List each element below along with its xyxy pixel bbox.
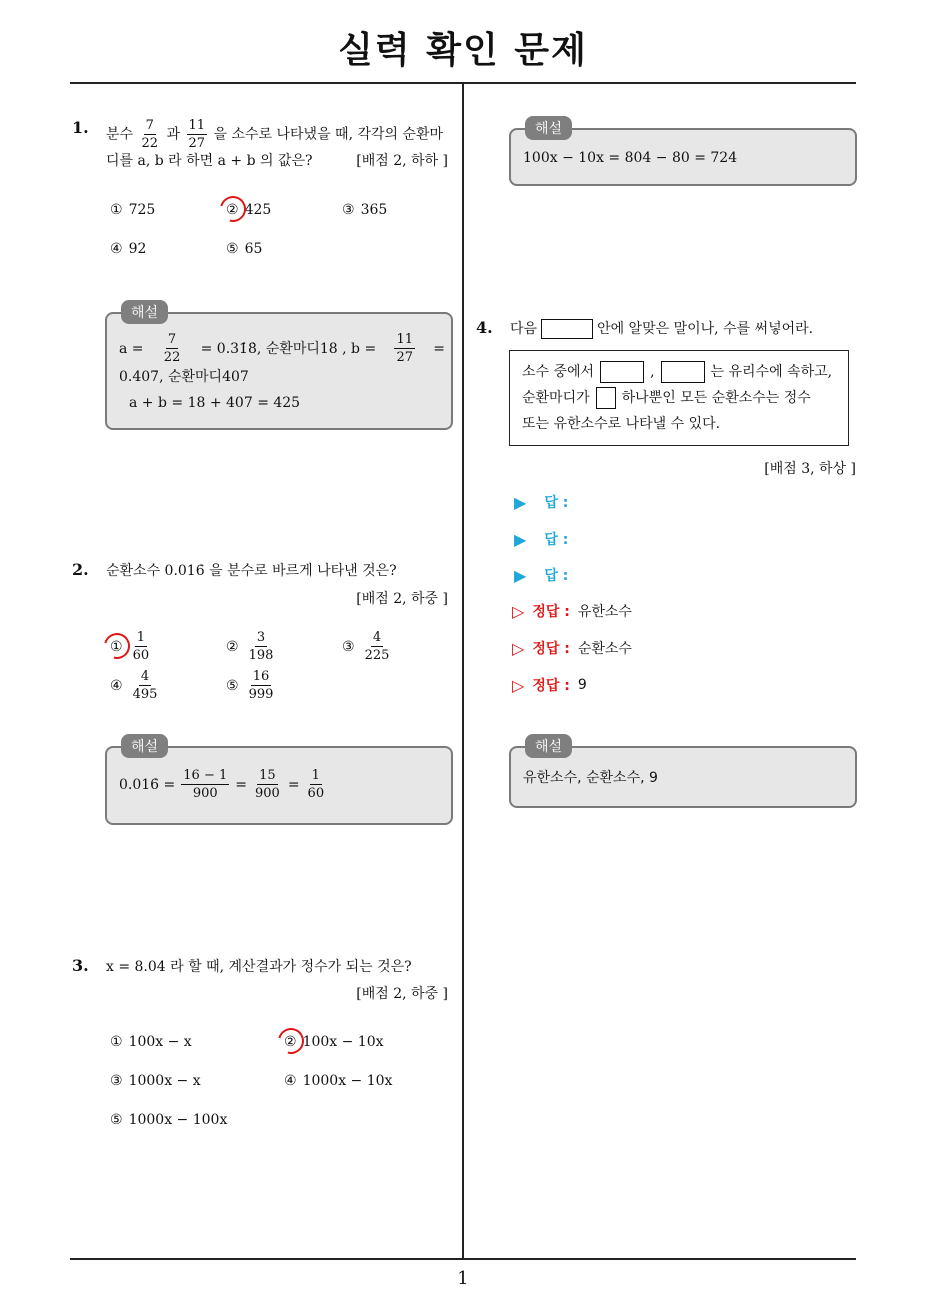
statement-line3: 또는 유한소수로 나타낼 수 있다. — [522, 416, 721, 432]
blank-box — [541, 319, 593, 339]
blank-box[interactable] — [661, 361, 705, 383]
score-meta: [배점 2, 하중 ] — [356, 591, 448, 607]
solution-line2: 0.4̇07̇, 순환마디407 — [119, 369, 249, 385]
solution-box — [509, 121, 857, 186]
choice-5[interactable]: ⑤ 1000x − 100x — [110, 1112, 228, 1128]
blank-box[interactable] — [600, 361, 644, 383]
correct-answer-3: ▷ 정답 : 9 — [512, 675, 587, 695]
solution-line1: 100x − 10x = 804 − 80 = 724 — [523, 150, 738, 166]
score-meta: [배점 2, 하중 ] — [356, 986, 448, 1002]
fraction: $\frac{11}{27}$ — [188, 118, 206, 151]
answer-row-1[interactable]: ▶ 답 : — [514, 492, 569, 512]
choice-2[interactable]: ② $\frac{3}{198}$ — [226, 630, 274, 663]
column-divider — [462, 83, 464, 1258]
page-title: 실력 확인 문제 — [338, 30, 588, 71]
score-meta: [배점 2, 하하 ] — [356, 153, 448, 169]
choice-4[interactable]: ④ $\frac{4}{495}$ — [110, 669, 158, 702]
blank-box[interactable] — [596, 387, 616, 409]
answer-circle-mark — [215, 191, 251, 227]
choice-4[interactable]: ④ 92 — [110, 241, 147, 257]
question-text-line2: 디를 a, b 라 하면 a + b 의 값은? — [106, 153, 313, 169]
question-text: 분수 $\frac{7}{22}$ 과 $\frac{11}{27}$ 을 소수로 나타냈을 때, 각각의 순환마 — [106, 118, 444, 151]
choice-4[interactable]: ④ 1000x − 10x — [284, 1073, 393, 1089]
solution-line1: a = $\frac{7}{22}$ = 0.31̇8̇, 순환마디18 , b = $\frac{11}{27}$ = — [119, 332, 445, 365]
answer-circle-mark — [99, 628, 135, 664]
correct-answer-2: ▷ 정답 : 순환소수 — [512, 638, 632, 658]
score-meta: [배점 3, 하상 ] — [764, 461, 856, 477]
question-text: 순환소수 0.016̇ 을 분수로 바르게 나타낸 것은? — [106, 563, 397, 579]
choice-5[interactable]: ⑤ 65 — [226, 241, 263, 257]
choice-1[interactable]: ① $\frac{1}{60}$ — [110, 630, 153, 663]
footer-rule — [70, 1258, 856, 1260]
choice-1[interactable]: ① 725 — [110, 202, 156, 218]
statement-line1: 소수 중에서 , 는 유리수에 속하고, — [522, 359, 836, 385]
solution-box — [509, 739, 857, 808]
correct-answer-1: ▷ 정답 : 유한소수 — [512, 601, 632, 621]
answer-row-3[interactable]: ▶ 답 : — [514, 565, 569, 585]
solution-box — [105, 305, 453, 430]
choice-2[interactable]: ② 425 — [226, 202, 271, 218]
solution-line1: 유한소수, 순환소수, 9 — [523, 770, 658, 786]
solution-tag: 해설 — [525, 116, 572, 140]
statement-box — [509, 350, 849, 446]
choice-3[interactable]: ③ 365 — [342, 202, 388, 218]
question-text: x = 8.04̇ 라 할 때, 계산결과가 정수가 되는 것은? — [106, 959, 412, 975]
question-number: 2. — [72, 560, 89, 579]
answer-row-2[interactable]: ▶ 답 : — [514, 529, 569, 549]
choice-1[interactable]: ① 100x − x — [110, 1034, 192, 1050]
solution-line3: a + b = 18 + 407 = 425 — [129, 395, 301, 411]
question-number: 1. — [72, 118, 89, 137]
question-text: 다음 안에 알맞은 말이나, 수를 써넣어라. — [510, 321, 814, 337]
question-number: 3. — [72, 956, 89, 975]
statement-line2: 순환마디가 하나뿐인 모든 순환소수는 정수 — [522, 385, 836, 411]
choice-2[interactable]: ② 100x − 10x — [284, 1034, 384, 1050]
page-number: 1 — [457, 1268, 469, 1289]
solution-tag: 해설 — [121, 734, 168, 758]
choice-3[interactable]: ③ 1000x − x — [110, 1073, 201, 1089]
answer-circle-mark — [273, 1023, 309, 1059]
solution-box — [105, 739, 453, 825]
question-number: 4. — [476, 318, 493, 337]
solution-tag: 해설 — [525, 734, 572, 758]
choice-5[interactable]: ⑤ $\frac{16}{999}$ — [226, 669, 274, 702]
solution-tag: 해설 — [121, 300, 168, 324]
solution-line1: 0.016̇ = $\frac{16 - 1}{900}$ = $\frac{15}{900}$ = $\frac{1}{60}$ — [119, 768, 325, 801]
choice-3[interactable]: ③ $\frac{4}{225}$ — [342, 630, 390, 663]
fraction: $\frac{7}{22}$ — [141, 118, 159, 151]
